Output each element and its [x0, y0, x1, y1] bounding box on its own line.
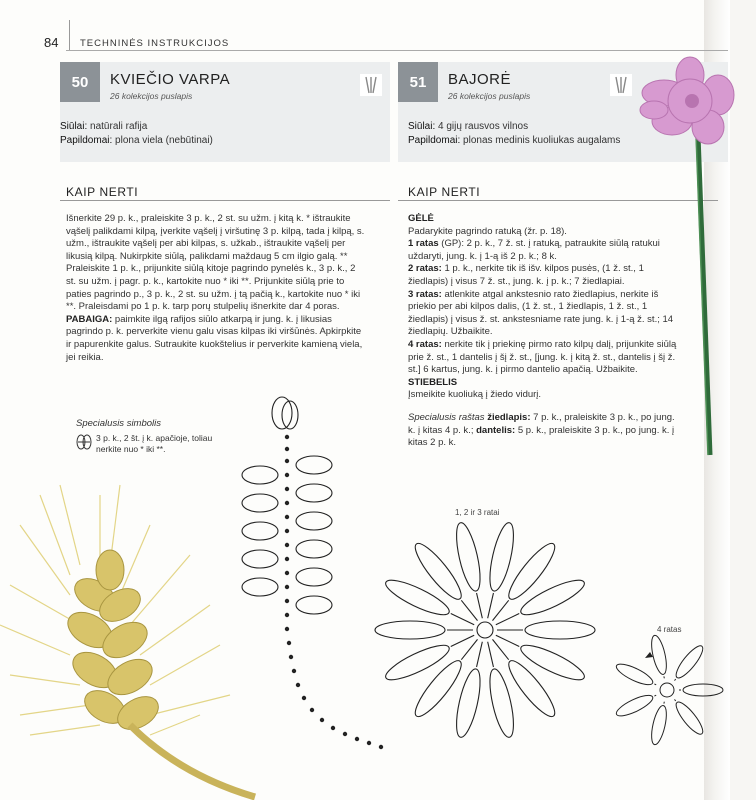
stitch-stroke: [451, 614, 474, 625]
stitch-stroke: [477, 642, 483, 667]
petal-loop: [614, 660, 655, 688]
flower-round-chart: [360, 520, 610, 770]
difficulty-icon: [610, 74, 632, 96]
petal-loop: [649, 634, 670, 676]
stitch-stroke: [492, 600, 508, 620]
stitch-stroke: [674, 699, 675, 701]
main-instructions: Išnerkite 29 p. k., praleiskite 3 p. k., 2 st. su užm. į kitą k. * ištraukite vąšelį palikdami kilpą, įverkite vąšelį į viršutinę 3 p. kilpą, tada į kilpą, s. užm., ištraukite vąšelį per abi kilpas, s. užkab., ištraukite vąšelį per likusią kilpą. Nukirpkite siūlą, palikdami maždaug 5 cm ilgio galą. ** Praleiskite 1 p. k., prijunkite siūlą kitoje pagrindo pynelės k., 3 p. k., 2 st. su užm. į pagr. p. k., kartokite nuo * iki **. Prijunkite siūlą prie to paties pagrindo p., 3 p. k., 2 st. su užm. į tą pačią k., kartokite nuo * iki **. Praleisdami po 1 p. k. tarp porų stulpelių išnerkite dar 4 poras.: [66, 213, 365, 313]
pattern-label: Specialusis raštas: [408, 411, 485, 423]
stitch-stroke: [461, 600, 477, 620]
stitch-stroke: [488, 642, 494, 667]
stitch-stroke: [496, 614, 519, 625]
rounds-label: 1, 2 ir 3 ratai: [455, 508, 500, 517]
petal-loop: [517, 639, 588, 686]
how-heading-left: KAIP NERTI: [66, 185, 139, 199]
intro-text: Padarykite pagrindo ratuką (žr. p. 18).: [408, 225, 567, 237]
petal-loop: [503, 538, 561, 604]
stitch-stroke: [461, 639, 477, 659]
end-text: paimkite ilgą rafijos siūlo atkarpą ir jung. k. į likusias pagrindo p. k. perverkite vienu galu visas kilpas iki viršūnės. Apkirpkite ir papurenkite galus. Sutraukite kuokštelius ir perverkite kamieną viela, jei reikia.: [66, 313, 363, 363]
stitch-stroke: [496, 635, 519, 646]
stem-heading: STIEBELIS: [408, 376, 458, 388]
flower-photo: [630, 55, 730, 465]
header-divider: [69, 20, 70, 50]
extra-value: plona viela (nebūtinai): [115, 135, 213, 146]
how-rule-left: [60, 200, 390, 201]
difficulty-icon: [360, 74, 382, 96]
pattern-number-badge: 51: [398, 62, 438, 102]
pattern-subtitle: 26 kolekcijos puslapis: [110, 91, 193, 101]
dantelis-text: 5 p. k., praleiskite 3 p. k., po jung. k. į kitas 2 p. k.: [408, 424, 675, 449]
pattern-subtitle: 26 kolekcijos puslapis: [448, 91, 531, 101]
yarn-value: 4 gijų rausvos vilnos: [438, 121, 529, 132]
petal-loop: [614, 692, 655, 720]
section-title: TECHNINĖS INSTRUKCIJOS: [80, 38, 230, 49]
materials: [60, 120, 213, 148]
stitch-stroke: [654, 695, 656, 696]
round4-chart: [595, 630, 745, 750]
left-instructions: [66, 213, 366, 364]
symbol-title: Specialusis simbolis: [76, 418, 162, 429]
petal-loop: [409, 656, 467, 722]
stitch-stroke: [488, 593, 494, 618]
round1-text: (GP): 2 p. k., 7 ž. st. į ratuką, patraukite siūlą ratukui uždaryti, jung. k. į 1-ą iš 2 p. k.; 8 k.: [408, 238, 660, 262]
symbol-text: 3 p. k., 2 št. į k. apačioje, toliau nerkite nuo * iki **.: [96, 433, 213, 454]
round1-label: 1 ratas: [408, 238, 439, 250]
round2-label: 2 ratas:: [408, 263, 442, 275]
petal-loop: [382, 639, 453, 686]
yarn-label: Siūlai:: [60, 121, 88, 132]
how-heading-right: KAIP NERTI: [408, 185, 481, 199]
stem-text: Įsmeikite kuoliuką į žiedo vidurį.: [408, 389, 542, 401]
pattern-header-51: [398, 62, 638, 162]
round3-label: 3 ratas:: [408, 288, 442, 300]
pattern-number-badge: 50: [60, 62, 100, 102]
yarn-label: Siūlai:: [408, 121, 436, 132]
extra-label: Papildomai:: [60, 135, 113, 146]
flower-heading: GĖLĖ: [408, 213, 434, 224]
pattern-title: KVIEČIO VARPA: [110, 71, 231, 88]
pattern-header-50: [60, 62, 390, 162]
stitch-stroke: [654, 684, 656, 685]
pattern-title: BAJORĖ: [448, 71, 512, 88]
special-symbol-icon: [76, 433, 92, 451]
petal-loop: [382, 574, 453, 621]
round4-text: nerkite tik į priekinę pirmo rato kilpų dalį, prijunkite siūlą prie ž. st., 1 dantelis į šį ž. st., [jung. k. į kitą ž. st., dantelis į šį ž. st.] 6 kartus, jung. k. į pirmo dantelio apačią. Užbaikite.: [408, 338, 677, 376]
extra-value: plonas medinis kuoliukas augalams: [463, 135, 621, 146]
petal-label: žiedlapis:: [487, 411, 531, 423]
round3-text: atlenkite atgal ankstesnio rato žiedlapius, nerkite iš priekio per abi kilpos dalis, (1 ž. st., 1 žiedlapis, 1 ž. st., 1 žiedlapis) į visus ž. st. ankstesniame rate jung. k. į 1-ą ž. st.; 14 žiedlapių. Užbaikite.: [408, 288, 674, 338]
petal-loop: [683, 684, 723, 696]
materials: [408, 120, 620, 148]
end-label: PABAIGA:: [66, 313, 113, 325]
round2-text: 1 p. k., nerkite tik iš išv. kilpos pusės, (1 ž. st., 1 žiedlapis) į visus 7 ž. st., jung. k. į p. k.; 7 žiedlapiai.: [408, 263, 644, 287]
extra-label: Papildomai:: [408, 135, 461, 146]
petal-loop: [375, 621, 445, 639]
petal-loop: [649, 704, 670, 746]
dantelis-label: dantelis:: [476, 424, 516, 436]
stitch-stroke: [674, 679, 675, 681]
stitch-stroke: [451, 635, 474, 646]
petal-loop: [672, 699, 706, 738]
petal-loop: [672, 642, 706, 681]
page-number: 84: [44, 35, 59, 50]
stitch-stroke: [492, 639, 508, 659]
wheat-photo: [0, 485, 260, 800]
petal-text: 7 p. k., praleiskite 3 p. k., po jung. k. į kitas 4 p. k.;: [408, 411, 675, 436]
stitch-stroke: [477, 593, 483, 618]
round4-caption: 4 ratas: [657, 625, 682, 634]
header-rule: [66, 50, 728, 51]
petal-loop: [525, 621, 595, 639]
petal-loop: [503, 656, 561, 722]
yarn-value: natūrali rafija: [90, 121, 148, 132]
petal-loop: [517, 574, 588, 621]
petal-loop: [409, 538, 467, 604]
round4-label: 4 ratas:: [408, 338, 442, 350]
